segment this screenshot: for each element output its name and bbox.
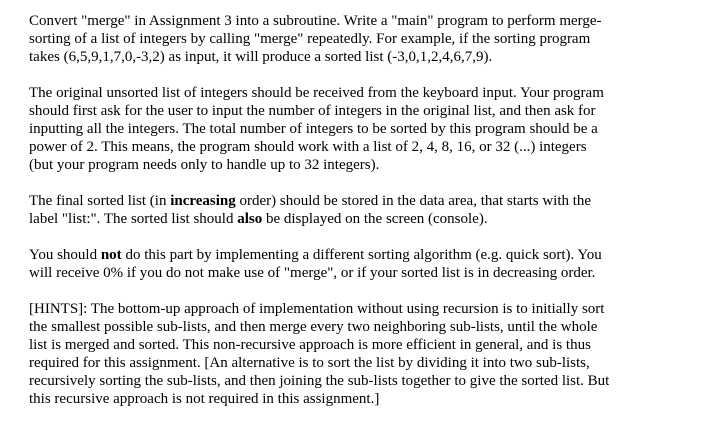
text-line: will receive 0% if you do not make use of "merge", or if your sorted list is in decreasing order. — [29, 265, 596, 281]
paragraph-output — [29, 192, 689, 228]
text-line: should first ask for the user to input the number of integers in the original list, and then ask for — [29, 103, 596, 119]
text-line: [HINTS]: The bottom-up approach of implementation without using recursion is to initially sort — [29, 301, 605, 317]
text-line: the smallest possible sub-lists, and then merge every two neighboring sub-lists, until the whole — [29, 319, 598, 335]
text-line: You should not do this part by implementing a different sorting algorithm (e.g. quick sort). You — [29, 247, 602, 263]
text-line: takes (6,5,9,1,7,0,-3,2) as input, it will produce a sorted list (-3,0,1,2,4,6,7,9). — [29, 49, 493, 65]
text-line: this recursive approach is not required in this assignment.] — [29, 391, 380, 407]
paragraph-hints — [29, 300, 689, 408]
emphasis-not: not — [100, 247, 122, 263]
text-line: Convert "merge" in Assignment 3 into a subroutine. Write a "main" program to perform merge- — [29, 13, 602, 29]
text-line: power of 2. This means, the program should work with a list of 2, 4, 8, 16, or 32 (...) integers — [29, 139, 587, 155]
paragraph-input — [29, 84, 689, 174]
text-line: The original unsorted list of integers should be received from the keyboard input. Your program — [29, 85, 604, 101]
text-line: (but your program needs only to handle up to 32 integers). — [29, 157, 380, 173]
text-line: inputting all the integers. The total number of integers to be sorted by this program should be a — [29, 121, 598, 137]
emphasis-also: also — [237, 211, 263, 227]
emphasis-increasing: increasing — [170, 193, 236, 209]
paragraph-task — [29, 12, 689, 66]
text-line: list is merged and sorted. This non-recursive approach is more efficient in general, and is thus — [29, 337, 591, 353]
paragraph-restriction — [29, 246, 689, 282]
text-line: The final sorted list (in increasing order) should be stored in the data area, that starts with the — [29, 193, 592, 209]
text-line: recursively sorting the sub-lists, and then joining the sub-lists together to give the sorted list. But — [29, 373, 610, 389]
text-line: required for this assignment. [An alternative is to sort the list by dividing it into two sub-lists, — [29, 355, 590, 371]
text-line: label "list:". The sorted list should also be displayed on the screen (console). — [29, 211, 488, 227]
text-line: sorting of a list of integers by calling "merge" repeatedly. For example, if the sorting program — [29, 31, 591, 47]
assignment-text — [29, 12, 689, 426]
